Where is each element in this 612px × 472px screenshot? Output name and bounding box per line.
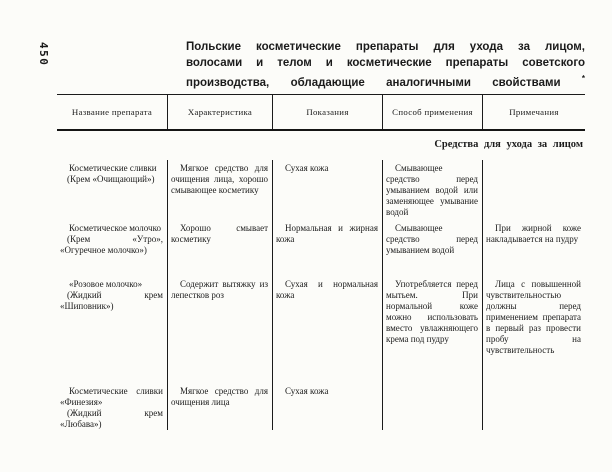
cell-notes xyxy=(482,160,585,220)
title-line-3-text: производства, обладающие аналогичными свойствами xyxy=(186,76,561,89)
cell-application: Смывающее средство перед умыванием водой или заменяющее умывание водой xyxy=(382,160,482,220)
cell-name: Косметические сливки (Крем «Очищающий») xyxy=(67,163,157,184)
cell-application: Употребляется перед мытьем. При нормальной коже можно использовать вместо увлажняющего крема под пудру xyxy=(382,276,482,383)
table-header-row xyxy=(57,94,585,131)
cell-notes xyxy=(482,383,585,430)
cell-name: Косметические сливки «Финезия» (Жидкий крем «Любава») xyxy=(60,386,163,429)
table-row xyxy=(57,276,585,383)
cell-indications: Сухая кожа xyxy=(272,383,382,430)
column-header-characteristic: Характеристика xyxy=(167,95,272,129)
column-header-notes: Примечания xyxy=(482,95,585,129)
cell-indications: Сухая кожа xyxy=(272,160,382,220)
cell-application: Смывающее средство перед умыванием водой xyxy=(382,220,482,276)
cell-notes: При жирной коже накладывается на пудру xyxy=(482,220,585,276)
table-row xyxy=(57,160,585,220)
title-line-3 xyxy=(186,71,585,91)
table-row xyxy=(57,383,585,430)
cell-characteristic: Мягкое средство для очищения лица, хорошо смывающее косметику xyxy=(167,160,272,220)
cell-name: «Розовое молочко» (Жидкий крем «Шиповник») xyxy=(60,279,163,311)
cell-name: Косметическое молочко (Крем «Утро», «Огуречное молочко») xyxy=(60,223,163,255)
cell-notes: Лица с повышенной чувствительностью должны перед применением препарата в первый раз провести пробу на чувствительность xyxy=(482,276,585,383)
cell-characteristic: Мягкое средство для очищения лица xyxy=(167,383,272,430)
rotated-page-number: 450 xyxy=(37,42,50,67)
cell-application xyxy=(382,383,482,430)
preparations-table xyxy=(57,94,585,430)
document-title xyxy=(186,40,585,91)
footnote-asterisk: * xyxy=(581,74,585,83)
section-header: Средства для ухода за лицом xyxy=(434,139,583,150)
cell-indications: Сухая и нормальная кожа xyxy=(272,276,382,383)
column-header-name: Название препарата xyxy=(71,107,153,117)
cell-characteristic: Хорошо смывает косметику xyxy=(167,220,272,276)
cell-indications: Нормальная и жирная кожа xyxy=(272,220,382,276)
cell-characteristic: Содержит вытяжку из лепестков роз xyxy=(167,276,272,383)
column-header-indications: Показания xyxy=(272,95,382,129)
table-row xyxy=(57,220,585,276)
table-body xyxy=(57,160,585,430)
column-header-application: Способ применения xyxy=(382,95,482,129)
title-line-2: волосами и телом и косметические препараты советского xyxy=(186,56,585,69)
title-line-1: Польские косметические препараты для ухода за лицом, xyxy=(186,41,585,53)
